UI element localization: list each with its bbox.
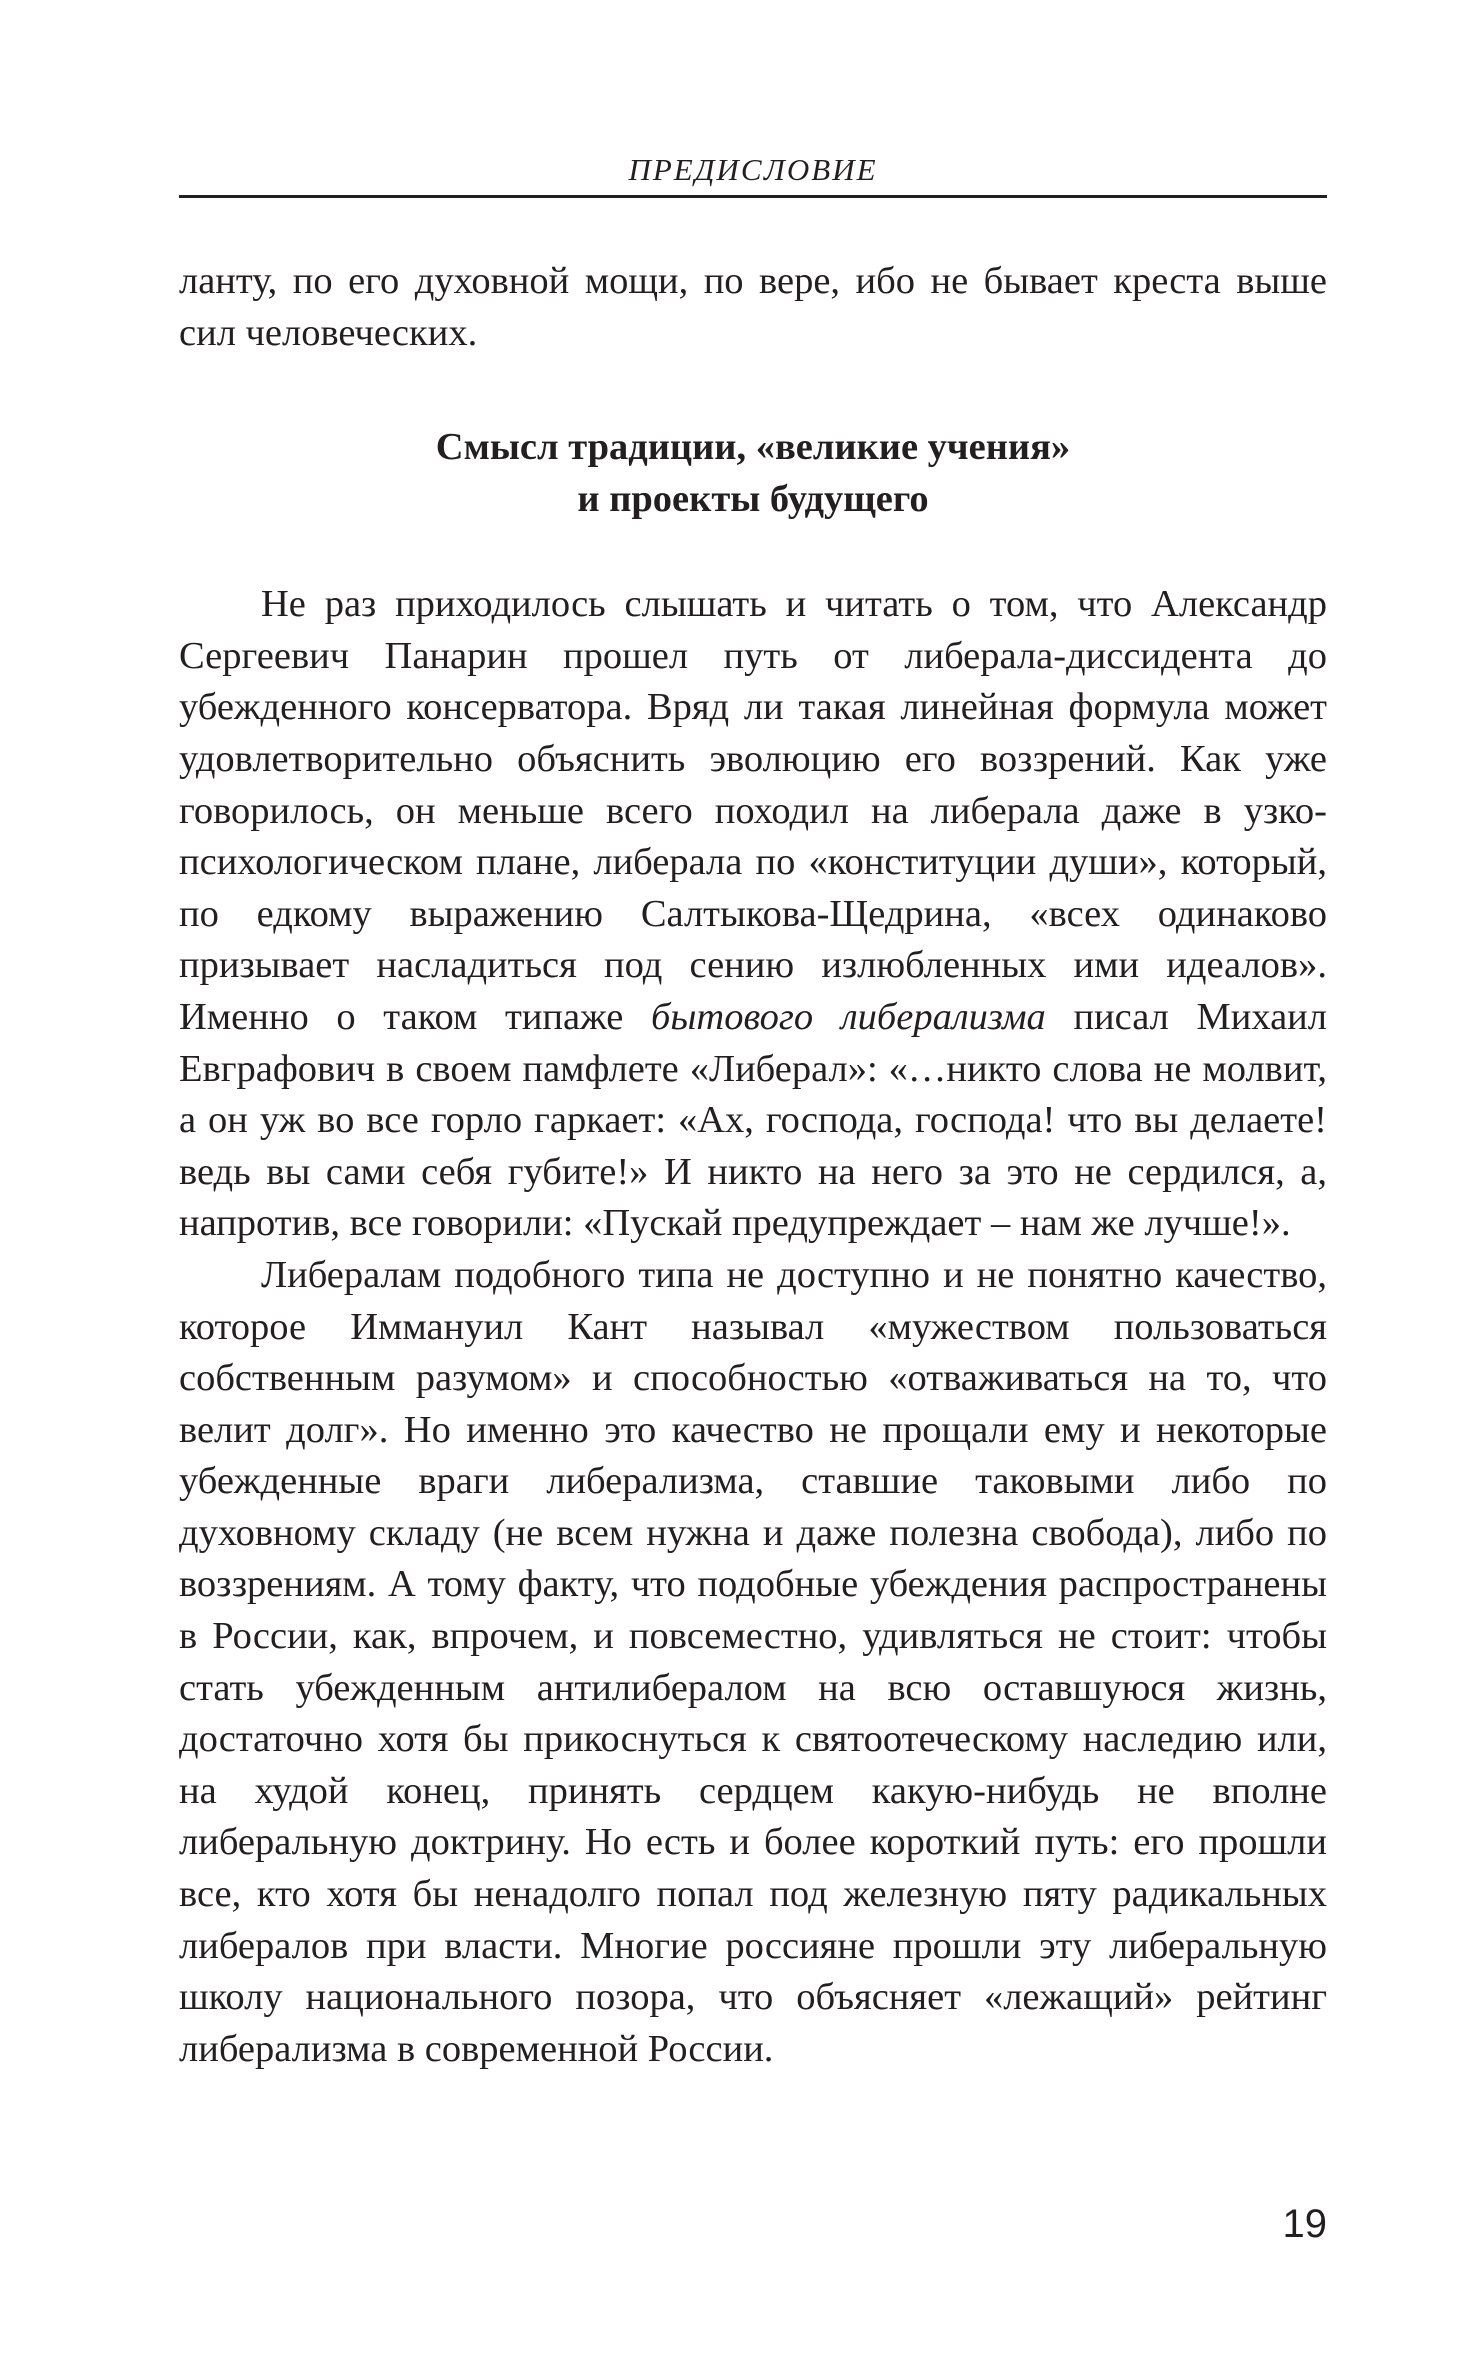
- section-heading: [179, 421, 1327, 525]
- paragraph-1-emphasis: бытового либерализма: [650, 995, 1046, 1038]
- body-paragraph-1: [179, 579, 1327, 1250]
- page-body: [179, 256, 1327, 2075]
- header-rule: [179, 195, 1327, 198]
- section-heading-line-2: и проекты будущего: [577, 478, 929, 521]
- paragraph-1-text-start: Не раз приходилось слышать и читать о том, что Александр Сергеевич Панарин прошел путь от либерала-диссидента до убежденного консерватора. Вряд ли такая линейная формула может удовлетворительно объяснить эволюцию его воззрений. Как уже говорилось, он меньше всего походил на либерала даже в узко-психологическом плане, либерала по «конституции души», который, по едкому выражению Салтыкова-Щедрина, «всех одинаково призывает насладиться под сению излюбленных ими идеалов». Именно о таком типаже: [179, 583, 1327, 1038]
- section-heading-line-1: Смысл традиции, «великие учения»: [435, 426, 1071, 469]
- page-number: 19: [1282, 2202, 1327, 2246]
- paragraph-1-text-end: писал Михаил Евграфович в своем памфлете «Либерал»: «…никто слова не молвит, а он уж во все горло гаркает: «Ах, господа, господа! что вы делаете! ведь вы сами себя губите!» И никто на него за это не сердился, а, напротив, все говорили: «Пускай предупреждает – нам же лучше!».: [179, 995, 1327, 1245]
- body-paragraph-2: Либералам подобного типа не доступно и не понятно качество, которое Иммануил Кант называл «мужеством пользоваться собственным разумом» и способностью «отваживаться на то, что велит долг». Но именно это качество не прощали ему и некоторые убежденные враги либерализма, ставшие таковыми либо по духовному складу (не всем нужна и даже полезна свобода), либо по воззрениям. А тому факту, что подобные убеждения распространены в России, как, впрочем, и повсеместно, удивляться не стоит: чтобы стать убежденным антилибералом на всю оставшуюся жизнь, достаточно хотя бы прикоснуться к святоотеческому наследию или, на худой конец, принять сердцем какую-нибудь не вполне либеральную доктрину. Но есть и более короткий путь: его прошли все, кто хотя бы ненадолго попал под железную пяту радикальных либералов при власти. Многие россияне прошли эту либеральную школу национального позора, что объясняет «лежащий» рейтинг либерализма в современной России.: [179, 1253, 1327, 2070]
- carryover-paragraph: ланту, по его духовной мощи, по вере, ибо не бывает креста выше сил человеческих.: [179, 260, 1327, 354]
- running-header: ПРЕДИСЛОВИЕ: [628, 152, 878, 187]
